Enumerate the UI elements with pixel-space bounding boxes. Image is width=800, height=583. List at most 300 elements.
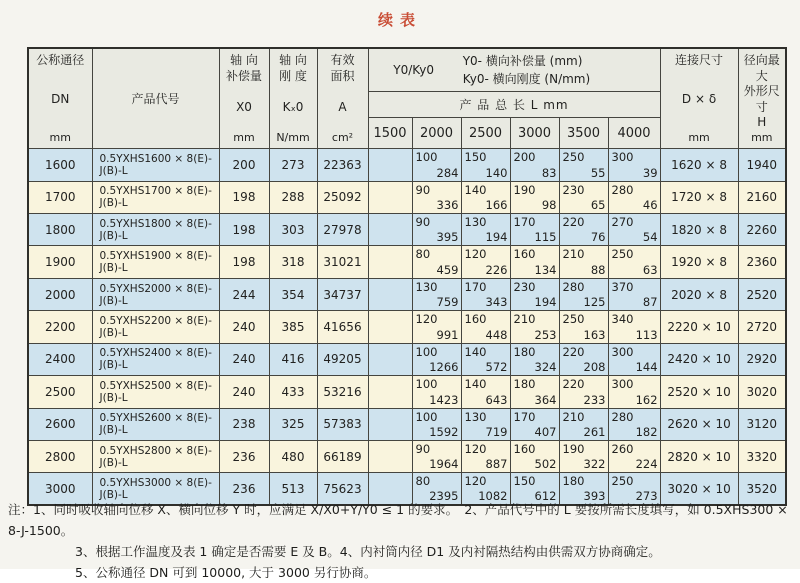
ky0-value: 1082 <box>478 489 508 504</box>
y0-value: 100 <box>415 377 438 392</box>
ky0-value: 134 <box>534 262 557 277</box>
ky0-value <box>369 309 412 310</box>
header-axial-stiffness <box>269 48 317 149</box>
ky0-value: 224 <box>635 457 658 472</box>
y-cell-1500 <box>368 311 412 343</box>
y0-value: 150 <box>513 474 536 489</box>
y0-value: 190 <box>562 441 585 456</box>
y0-value: 220 <box>562 215 585 230</box>
y0-value: 170 <box>513 409 536 424</box>
y-cell-2000 <box>412 311 461 343</box>
dn-cell: 2400 <box>28 343 92 375</box>
y-cell-2500 <box>461 343 510 375</box>
y0-value <box>369 214 412 215</box>
y0-value: 160 <box>464 312 487 327</box>
y0-value: 130 <box>415 279 438 294</box>
y-cell-3000 <box>510 246 559 278</box>
axial-compensation-cell: 244 <box>219 278 269 310</box>
y-cell-3000 <box>510 181 559 213</box>
header-kx0-line1: 轴 向 <box>279 53 307 67</box>
y0-value: 270 <box>611 215 634 230</box>
y0-value: 300 <box>611 377 634 392</box>
y0-value: 250 <box>611 247 634 262</box>
y0-value: 120 <box>464 441 487 456</box>
y-cell-4000 <box>608 376 660 408</box>
y0-value <box>369 246 412 247</box>
ky0-value: 98 <box>541 198 557 213</box>
ky0-value <box>369 439 412 440</box>
ky0-value: 502 <box>534 457 557 472</box>
y0-value: 180 <box>513 377 536 392</box>
ky0-value: 643 <box>485 392 508 407</box>
header-y-desc-compensation: Y0- 横向补偿量 (mm) <box>462 54 583 69</box>
header-y-ratio-label: Y0/Ky0 <box>393 63 434 78</box>
radial-max-cell: 3020 <box>738 376 786 408</box>
y0-value <box>369 409 412 410</box>
radial-max-cell: 2260 <box>738 214 786 246</box>
effective-area-cell: 27978 <box>317 214 368 246</box>
y0-value: 210 <box>562 247 585 262</box>
y0-value: 280 <box>611 182 634 197</box>
product-code-cell: 0.5YXHS2500 × 8(E)-J(B)-L <box>92 376 219 408</box>
header-x0-line2: 补偿量 <box>225 68 262 83</box>
ky0-value: 2395 <box>429 489 459 504</box>
y0-value: 200 <box>513 150 536 165</box>
y-cell-3500 <box>559 149 608 181</box>
product-code-cell: 0.5YXHS2600 × 8(E)-J(B)-L <box>92 408 219 440</box>
connection-size-cell: 2020 × 8 <box>660 278 738 310</box>
y-cell-4000 <box>608 311 660 343</box>
y-cell-4000 <box>608 181 660 213</box>
y0-value: 220 <box>562 344 585 359</box>
y-cell-3000 <box>510 343 559 375</box>
connection-size-cell: 2420 × 10 <box>660 343 738 375</box>
radial-max-cell: 2520 <box>738 278 786 310</box>
effective-area-cell: 66189 <box>317 440 368 472</box>
y-cell-1500 <box>368 278 412 310</box>
header-y-desc-stiffness: Ky0- 横向刚度 (N/mm) <box>462 72 591 87</box>
ky0-value: 182 <box>635 424 658 439</box>
dn-cell: 2200 <box>28 311 92 343</box>
axial-compensation-cell: 198 <box>219 214 269 246</box>
connection-size-cell: 1720 × 8 <box>660 181 738 213</box>
axial-compensation-cell: 236 <box>219 440 269 472</box>
effective-area-cell: 49205 <box>317 343 368 375</box>
ky0-value: 163 <box>583 327 606 342</box>
y-cell-3500 <box>559 343 608 375</box>
ky0-value: 322 <box>583 457 606 472</box>
axial-compensation-cell: 238 <box>219 408 269 440</box>
y-cell-1500 <box>368 376 412 408</box>
header-radial-max <box>738 48 786 149</box>
ky0-value: 393 <box>583 489 606 504</box>
y-cell-2000 <box>412 440 461 472</box>
radial-max-cell: 2360 <box>738 246 786 278</box>
radial-max-cell: 3120 <box>738 408 786 440</box>
y0-value <box>369 376 412 377</box>
y0-value: 160 <box>513 247 536 262</box>
dn-cell: 1800 <box>28 214 92 246</box>
y-cell-3000 <box>510 408 559 440</box>
ky0-value: 65 <box>590 198 606 213</box>
ky0-value: 76 <box>590 230 606 245</box>
ky0-value: 395 <box>436 230 459 245</box>
ky0-value <box>369 342 412 343</box>
table-row <box>28 440 786 472</box>
effective-area-cell: 41656 <box>317 311 368 343</box>
table-row <box>28 408 786 440</box>
axial-compensation-cell: 200 <box>219 149 269 181</box>
y0-value <box>369 311 412 312</box>
y-cell-2000 <box>412 214 461 246</box>
ky0-value: 194 <box>534 295 557 310</box>
ky0-value: 273 <box>635 489 658 504</box>
table-row <box>28 376 786 408</box>
y-cell-2500 <box>461 246 510 278</box>
effective-area-cell: 22363 <box>317 149 368 181</box>
header-dn-symbol: DN <box>51 91 70 106</box>
y0-value: 100 <box>415 344 438 359</box>
dn-cell: 3000 <box>28 473 92 505</box>
y0-value: 100 <box>415 150 438 165</box>
ky0-value: 253 <box>534 327 557 342</box>
axial-stiffness-cell: 480 <box>269 440 317 472</box>
y0-value: 140 <box>464 344 487 359</box>
y-cell-4000 <box>608 246 660 278</box>
table-row <box>28 149 786 181</box>
ky0-value: 115 <box>534 230 557 245</box>
y-cell-1500 <box>368 149 412 181</box>
header-conn-symbol: D × δ <box>681 91 717 106</box>
ky0-value: 125 <box>583 295 606 310</box>
ky0-value: 233 <box>583 392 606 407</box>
y-cell-4000 <box>608 440 660 472</box>
y-cell-3500 <box>559 408 608 440</box>
y0-value: 210 <box>513 312 536 327</box>
axial-stiffness-cell: 416 <box>269 343 317 375</box>
y-cell-3500 <box>559 278 608 310</box>
dn-cell: 2500 <box>28 376 92 408</box>
axial-stiffness-cell: 385 <box>269 311 317 343</box>
y-cell-1500 <box>368 343 412 375</box>
y0-value: 170 <box>513 215 536 230</box>
axial-compensation-cell: 198 <box>219 181 269 213</box>
connection-size-cell: 2820 × 10 <box>660 440 738 472</box>
header-length-3500: 3500 <box>559 117 608 148</box>
y-cell-3500 <box>559 246 608 278</box>
ky0-value: 1964 <box>429 457 459 472</box>
y0-value: 220 <box>562 377 585 392</box>
ky0-value: 343 <box>485 295 508 310</box>
radial-max-cell: 2920 <box>738 343 786 375</box>
product-code-cell: 0.5YXHS3000 × 8(E)-J(B)-L <box>92 473 219 505</box>
radial-max-cell: 2720 <box>738 311 786 343</box>
ky0-value: 719 <box>485 424 508 439</box>
header-dn-unit: mm <box>49 130 71 144</box>
y0-value: 190 <box>513 182 536 197</box>
ky0-value: 166 <box>485 198 508 213</box>
y0-value: 260 <box>611 441 634 456</box>
ky0-value: 194 <box>485 230 508 245</box>
axial-compensation-cell: 236 <box>219 473 269 505</box>
ky0-value: 88 <box>590 262 606 277</box>
y-cell-4000 <box>608 278 660 310</box>
header-dn-label: 公称通径 <box>36 53 85 67</box>
header-x0-unit: mm <box>233 130 255 144</box>
y-cell-3000 <box>510 440 559 472</box>
y-cell-2000 <box>412 246 461 278</box>
y-cell-2500 <box>461 149 510 181</box>
ky0-value: 448 <box>485 327 508 342</box>
y0-value: 80 <box>415 474 431 489</box>
y0-value: 150 <box>464 150 487 165</box>
product-code-cell: 0.5YXHS1700 × 8(E)-J(B)-L <box>92 181 219 213</box>
y0-value: 170 <box>464 279 487 294</box>
header-product-code-label: 产品代号 <box>131 92 180 107</box>
y0-value: 280 <box>611 409 634 424</box>
header-x0-symbol: X0 <box>236 99 252 114</box>
y-cell-1500 <box>368 440 412 472</box>
ky0-value: 612 <box>534 489 557 504</box>
ky0-value <box>369 244 412 245</box>
y0-value <box>369 182 412 183</box>
header-radial-unit: mm <box>751 130 773 144</box>
y0-value <box>369 473 412 474</box>
axial-stiffness-cell: 354 <box>269 278 317 310</box>
y0-value: 340 <box>611 312 634 327</box>
y0-value: 180 <box>562 474 585 489</box>
ky0-value: 113 <box>635 327 658 342</box>
y0-value: 140 <box>464 182 487 197</box>
header-dn <box>28 48 92 149</box>
ky0-value: 261 <box>583 424 606 439</box>
effective-area-cell: 34737 <box>317 278 368 310</box>
footnote-line-3: 5、公称通径 DN 可到 10000, 大于 3000 另行协商。 <box>75 565 377 580</box>
y-cell-2500 <box>461 278 510 310</box>
y0-value: 300 <box>611 150 634 165</box>
ky0-value <box>369 277 412 278</box>
y-cell-3000 <box>510 149 559 181</box>
table-row <box>28 343 786 375</box>
header-effective-area <box>317 48 368 149</box>
ky0-value: 336 <box>436 198 459 213</box>
ky0-value <box>369 374 412 375</box>
y0-value: 300 <box>611 344 634 359</box>
footnote-line-1: 注：1、同时吸收轴向位移 X、横向位移 Y 时，应满足 X/X0+Y/Y0 ≤ 1 的要求。 2、产品代号中的 L 要按所需长度填写，如 0.5XHS300 × 8-J-1500。 <box>8 502 788 538</box>
ky0-value <box>369 180 412 181</box>
header-connection-size <box>660 48 738 149</box>
ky0-value: 1266 <box>429 360 459 375</box>
radial-max-cell: 3320 <box>738 440 786 472</box>
y-cell-1500 <box>368 181 412 213</box>
y-cell-3000 <box>510 278 559 310</box>
header-length-2000: 2000 <box>412 117 461 148</box>
axial-compensation-cell: 198 <box>219 246 269 278</box>
header-kx0-unit: N/mm <box>276 130 310 144</box>
y-cell-4000 <box>608 149 660 181</box>
ky0-value: 55 <box>590 165 606 180</box>
connection-size-cell: 2620 × 10 <box>660 408 738 440</box>
ky0-value: 1592 <box>429 424 459 439</box>
effective-area-cell: 53216 <box>317 376 368 408</box>
ky0-value: 226 <box>485 262 508 277</box>
page-title: 续表 <box>377 11 422 29</box>
axial-compensation-cell: 240 <box>219 311 269 343</box>
header-axial-compensation <box>219 48 269 149</box>
y0-value: 120 <box>464 247 487 262</box>
radial-max-cell: 3520 <box>738 473 786 505</box>
header-length-3000: 3000 <box>510 117 559 148</box>
y0-value: 370 <box>611 279 634 294</box>
ky0-value: 162 <box>635 392 658 407</box>
product-code-cell: 0.5YXHS1900 × 8(E)-J(B)-L <box>92 246 219 278</box>
header-kx0-line2: 刚 度 <box>279 68 307 83</box>
header-length-4000: 4000 <box>608 117 660 148</box>
ky0-value: 54 <box>642 230 658 245</box>
connection-size-cell: 1620 × 8 <box>660 149 738 181</box>
axial-stiffness-cell: 318 <box>269 246 317 278</box>
y0-value: 160 <box>513 441 536 456</box>
header-radial-line1: 径向最大 <box>743 53 780 83</box>
ky0-value: 284 <box>436 165 459 180</box>
ky0-value: 364 <box>534 392 557 407</box>
footnote-line-2: 3、根据工作温度及表 1 确定是否需要 E 及 B。4、内衬筒内径 D1 及内衬隔热结构由供需双方协商确定。 <box>75 544 661 559</box>
effective-area-cell: 25092 <box>317 181 368 213</box>
y-cell-3500 <box>559 214 608 246</box>
y0-value: 120 <box>464 474 487 489</box>
header-x0-line1: 轴 向 <box>230 53 258 67</box>
ky0-value: 63 <box>642 262 658 277</box>
y0-value: 280 <box>562 279 585 294</box>
y-cell-4000 <box>608 408 660 440</box>
ky0-value <box>369 471 412 472</box>
table-row <box>28 214 786 246</box>
product-code-cell: 0.5YXHS1800 × 8(E)-J(B)-L <box>92 214 219 246</box>
ky0-value: 208 <box>583 360 606 375</box>
product-code-cell: 0.5YXHS2800 × 8(E)-J(B)-L <box>92 440 219 472</box>
y0-value: 140 <box>464 377 487 392</box>
y0-value: 120 <box>415 312 438 327</box>
product-code-cell: 0.5YXHS2400 × 8(E)-J(B)-L <box>92 343 219 375</box>
dn-cell: 2800 <box>28 440 92 472</box>
header-area-unit: cm² <box>331 130 354 144</box>
y-cell-2000 <box>412 278 461 310</box>
y0-value: 100 <box>415 409 438 424</box>
ky0-value: 991 <box>436 327 459 342</box>
header-conn-unit: mm <box>688 130 710 144</box>
axial-compensation-cell: 240 <box>219 376 269 408</box>
y-cell-2500 <box>461 181 510 213</box>
y0-value: 130 <box>464 215 487 230</box>
dn-cell: 1600 <box>28 149 92 181</box>
y-cell-2000 <box>412 408 461 440</box>
table-row <box>28 278 786 310</box>
ky0-value: 46 <box>642 198 658 213</box>
dn-cell: 2600 <box>28 408 92 440</box>
table-row <box>28 181 786 213</box>
ky0-value: 572 <box>485 360 508 375</box>
header-radial-line2: 外形尺寸 <box>743 84 780 114</box>
y-cell-2500 <box>461 408 510 440</box>
product-code-cell: 0.5YXHS1600 × 8(E)-J(B)-L <box>92 149 219 181</box>
y-cell-2000 <box>412 149 461 181</box>
y0-value: 180 <box>513 344 536 359</box>
axial-stiffness-cell: 303 <box>269 214 317 246</box>
y-cell-2500 <box>461 376 510 408</box>
y-cell-3500 <box>559 181 608 213</box>
header-kx0-symbol: Kₓ0 <box>282 99 304 114</box>
compensator-spec-table <box>27 47 787 506</box>
header-length-2500: 2500 <box>461 117 510 148</box>
ky0-value: 887 <box>485 457 508 472</box>
y0-value: 90 <box>415 441 431 456</box>
product-code-cell: 0.5YXHS2000 × 8(E)-J(B)-L <box>92 278 219 310</box>
radial-max-cell: 1940 <box>738 149 786 181</box>
y-cell-3000 <box>510 311 559 343</box>
ky0-value: 759 <box>436 295 459 310</box>
header-conn-label: 连接尺寸 <box>675 53 724 67</box>
effective-area-cell: 31021 <box>317 246 368 278</box>
connection-size-cell: 2220 × 10 <box>660 311 738 343</box>
header-product-code <box>92 48 219 149</box>
header-area-line2: 面积 <box>330 68 355 83</box>
connection-size-cell: 2520 × 10 <box>660 376 738 408</box>
ky0-value: 459 <box>436 262 459 277</box>
y-cell-4000 <box>608 214 660 246</box>
y0-value: 210 <box>562 409 585 424</box>
dn-cell: 2000 <box>28 278 92 310</box>
y-cell-4000 <box>608 343 660 375</box>
ky0-value: 39 <box>642 165 658 180</box>
y0-value: 90 <box>415 182 431 197</box>
y-cell-3000 <box>510 214 559 246</box>
y0-value: 250 <box>562 150 585 165</box>
y-cell-2500 <box>461 440 510 472</box>
ky0-value: 83 <box>541 165 557 180</box>
axial-compensation-cell: 240 <box>219 343 269 375</box>
header-length-1500: 1500 <box>368 117 412 148</box>
ky0-value: 144 <box>635 360 658 375</box>
y0-value <box>369 344 412 345</box>
effective-area-cell: 57383 <box>317 408 368 440</box>
ky0-value: 87 <box>642 295 658 310</box>
y-cell-2000 <box>412 376 461 408</box>
y0-value: 230 <box>513 279 536 294</box>
y0-value <box>369 441 412 442</box>
ky0-value <box>369 212 412 213</box>
ky0-value <box>369 407 412 408</box>
ky0-value: 407 <box>534 424 557 439</box>
y0-value: 250 <box>562 312 585 327</box>
y-cell-2000 <box>412 343 461 375</box>
connection-size-cell: 3020 × 10 <box>660 473 738 505</box>
table-row <box>28 246 786 278</box>
y-cell-2500 <box>461 214 510 246</box>
footnotes <box>8 499 796 583</box>
y0-value <box>369 149 412 150</box>
header-area-symbol: A <box>338 99 347 114</box>
effective-area-cell: 75623 <box>317 473 368 505</box>
axial-stiffness-cell: 325 <box>269 408 317 440</box>
y-cell-1500 <box>368 246 412 278</box>
axial-stiffness-cell: 433 <box>269 376 317 408</box>
y0-value: 90 <box>415 215 431 230</box>
dn-cell: 1900 <box>28 246 92 278</box>
y-cell-1500 <box>368 214 412 246</box>
y-cell-2000 <box>412 181 461 213</box>
axial-stiffness-cell: 288 <box>269 181 317 213</box>
header-area-line1: 有效 <box>330 53 355 67</box>
